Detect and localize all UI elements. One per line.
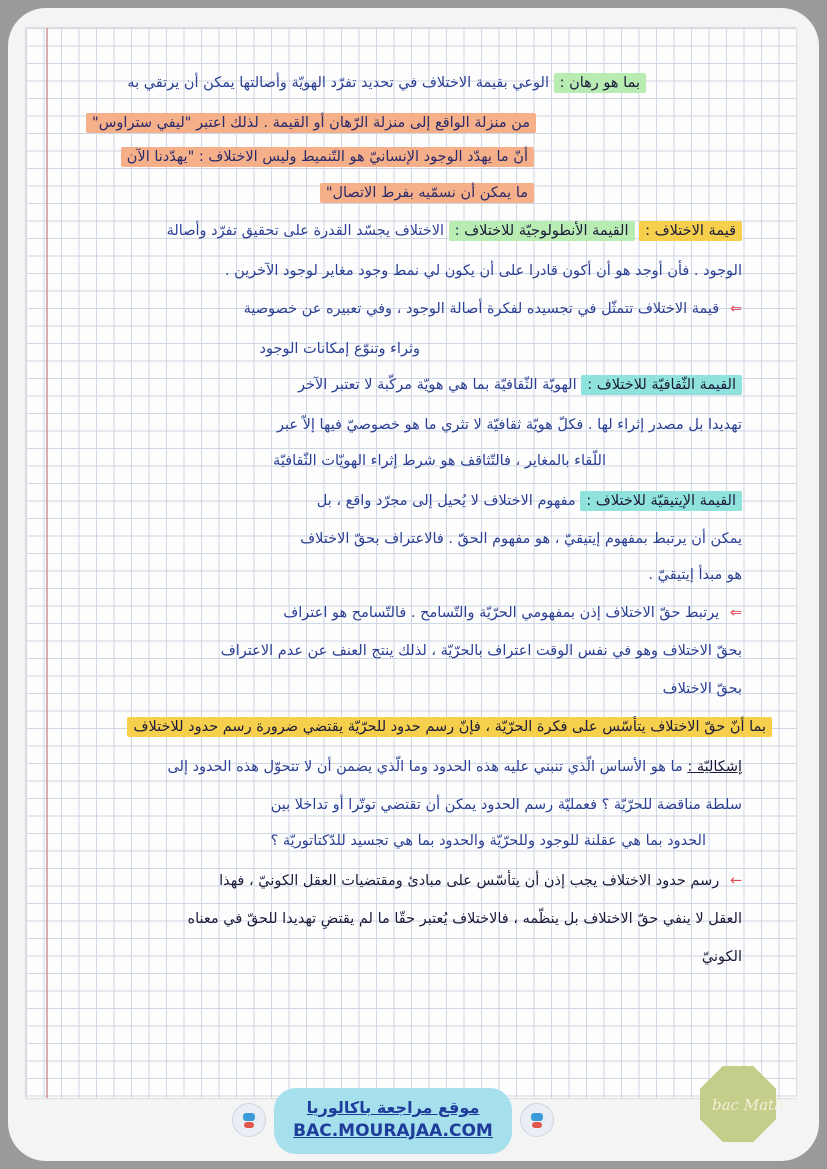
text-line-7 [244,298,742,320]
line-text: سلطة مناقضة للحرّيّة ؟ فعمليّة رسم الحدود يمكن أن تقتضي توتّرا أو تداخلا بين [270,797,742,813]
line-text: الكونيّ [701,949,742,965]
line-text: يمكن أن يرتبط بمفهوم إيتيقيّ ، هو مفهوم الحقّ . فالاعتراف بحقّ الاختلاف [300,531,742,547]
text-line-22 [219,870,742,892]
line-text: بحقّ الاختلاف وهو في نفس الوقت اعتراف بالحرّيّة ، لذلك ينتج العنف عن عدم الاعتراف [220,643,742,659]
line-text: الحدود بما هي عقلنة للوجود وللحرّيّة والحدود بما هي تجسيد للدّكتاتوريّة ؟ [270,833,706,849]
text-line-3 [121,146,534,168]
text-line-9 [298,374,742,396]
text-line-2 [86,112,536,134]
text-line-8 [260,338,420,360]
text-line-1 [127,72,646,94]
arrow-icon: ⇐ [729,301,742,317]
text-line-19 [167,756,742,778]
text-line-17 [663,678,742,700]
site-logo-left [232,1103,266,1137]
line-text: بحقّ الاختلاف [662,681,742,697]
footer-badge[interactable] [274,1088,512,1154]
subsection-heading: القيمة الأنطولوجيّة للاختلاف : [449,221,635,241]
line-text: قيمة الاختلاف تتمثّل في تجسيده لفكرة أصالة الوجود ، وفي تعبيره عن خصوصية [243,301,720,317]
line-text: يرتبط حقّ الاختلاف إذن بمفهومي الحرّيّة والتّسامح . فالتّسامح هو اعتراف [283,605,720,621]
line-text: الاختلاف يجسّد القدرة على تحقيق تفرّد وأصالة [166,223,445,239]
line-text: الوعي بقيمة الاختلاف في تحديد تفرّد الهويّة وأصالتها يمكن أن يرتقي به [127,75,549,91]
subsection-heading: القيمة الإيتيقيّة للاختلاف : [580,491,742,511]
text-line-24 [702,946,742,968]
line-text: أنّ ما يهدّد الوجود الإنسانيّ هو التّنميط وليس الاختلاف : "يهدّدنا الآن [121,147,534,167]
text-line-6 [225,260,742,282]
line-text: الهويّة الثّقافيّة بما هي هويّة مركّبة لا تعتبر الآخر [298,377,577,393]
line-text: ما هو الأساس الّذي تنبني عليه هذه الحدود وما الّذي يضمن أن لا تتحوّل هذه الحدود إلى [167,759,683,775]
line-text: وثراء وتنوّع إمكانات الوجود [259,341,420,357]
text-line-15 [283,602,742,624]
footer-url-link[interactable]: BAC.MOURAJAA.COM [293,1121,493,1141]
text-line-5 [167,220,742,242]
text-line-4 [320,182,534,204]
line-text: من منزلة الواقع إلى منزلة الرّهان أو القيمة . لذلك اعتبر "ليفي ستراوس" [86,113,536,133]
bac-math-logo-text: bac Math [712,1096,784,1114]
section-heading: قيمة الاختلاف : [639,221,742,241]
text-line-12 [317,490,742,512]
line-text: ما يمكن أن نسمّيه بفرط الاتصال" [320,183,534,203]
text-line-23 [188,908,743,930]
text-line-20 [271,794,742,816]
footer-site-name[interactable]: موقع مراجعة باكالوريا [306,1098,480,1117]
subsection-heading: القيمة الثّقافيّة للاختلاف : [581,375,742,395]
site-logo-right [520,1103,554,1137]
line-text: رسم حدود الاختلاف يجب إذن أن يتأسّس على مبادئ ومقتضيات العقل الكونيّ ، فهذا [219,873,720,889]
margin-line [46,28,48,1098]
notebook-page [26,28,796,1098]
highlight-label: بما هو رهان : [554,73,646,93]
text-line-18 [127,716,772,738]
text-line-16 [221,640,742,662]
line-text: اللّقاء بالمغاير ، فالتّثاقف هو شرط إثراء الهويّات الثّقافيّة [273,453,606,469]
arrow-icon: ← [729,873,742,889]
line-text: مفهوم الاختلاف لا يُحيل إلى مجرّد واقع ، بل [316,493,576,509]
problem-label: إشكاليّة : [687,759,742,775]
text-line-11 [273,450,606,472]
text-line-21 [271,830,706,852]
text-line-13 [300,528,742,550]
text-line-14 [648,564,742,586]
text-line-10 [277,414,742,436]
line-text: الوجود . فأن أوجد هو أن أكون قادرا على أن يكون لي نمط وجود مغاير لوجود الآخرين . [224,263,742,279]
line-text: تهديدا بل مصدر إثراء لها . فكلّ هويّة ثقافيّة لا تثري ما هو خصوصيّ فيها إلاّ عبر [276,417,742,433]
arrow-icon: ⇐ [729,605,742,621]
highlighted-statement: بما أنّ حقّ الاختلاف يتأسّس على فكرة الحرّيّة ، فإنّ رسم حدود للحرّيّة يقتضي ضرورة رسم حدود للاختلاف [127,717,772,737]
line-text: العقل لا ينفي حقّ الاختلاف بل ينظّمه ، فالاختلاف يُعتبر حقّا ما لم يقتضِ تهديدا للحقّ في معناه [187,911,742,927]
line-text: هو مبدأ إيتيقيّ . [648,567,742,583]
